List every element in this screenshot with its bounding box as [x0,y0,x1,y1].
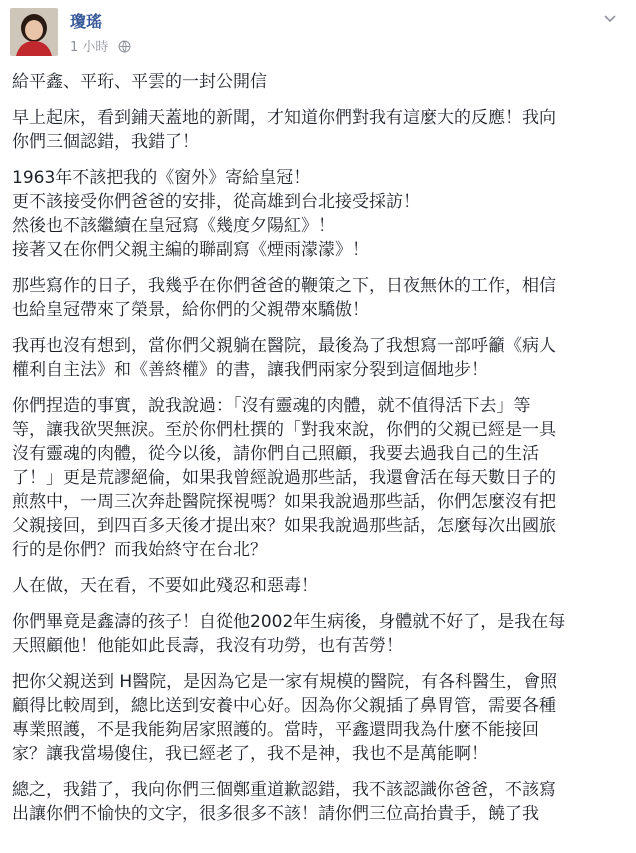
post-paragraph [12,610,624,658]
post-line: 那些寫作的日子，我幾乎在你們爸爸的鞭策之下，日夜無休的工作，相信 [12,276,556,296]
post-line: 也給皇冠帶來了榮景，給你們的父親帶來驕傲！ [12,300,369,320]
post-line: 煎熬中，一周三次奔赴醫院探視嗎？如果我說過那些話，你們怎麼沒有把 [12,492,556,512]
profile-photo-icon [10,8,58,56]
post-line: 權利自主法》和《善終權》的書，讓我們兩家分裂到這個地步！ [12,360,488,380]
post-body [12,70,624,826]
post-paragraph [12,778,624,826]
post-line: 接著又在你們父親主編的聯副寫《煙雨濛濛》！ [12,240,369,260]
post-line: 家？讓我當場傻住，我已經老了，我不是神，我也不是萬能啊！ [12,744,488,764]
post-line: 顧得比較周到，總比送到安養中心好。因為你父親插了鼻胃管，需要各種 [12,696,556,716]
post-line: 行的是你們？而我始終守在台北？ [12,540,267,560]
post-line: 然後也不該繼續在皇冠寫《幾度夕陽紅》！ [12,216,335,236]
post-paragraph [12,166,624,262]
post-line: 把你父親送到 H醫院，是因為它是一家有規模的醫院，有各科醫生，會照 [12,672,558,692]
post-timestamp[interactable]: 1 小時 [70,40,109,55]
post-paragraph [12,394,624,562]
post-line: 專業照護，不是我能夠居家照護的。當時，平鑫還問我為什麼不能接回 [12,720,539,740]
post-header [0,0,636,60]
post-line: 你們畢竟是鑫濤的孩子！自從他2002年生病後，身體就不好了，是我在每 [12,612,566,632]
post-line: 等，讓我欲哭無淚。至於你們杜撰的「對我來說，你們的父親已經是一具 [12,420,556,440]
post-line: 你們三個認錯，我錯了！ [12,132,199,152]
post-line: 1963年不該把我的《窗外》寄給皇冠！ [12,168,311,188]
post-line: 了！」更是荒謬絕倫，如果我曾經說過那些話，我還會活在每天數日子的 [12,468,556,488]
post-line: 總之，我錯了，我向你們三個鄭重道歉認錯，我不該認識你爸爸，不該寫 [12,780,556,800]
post-line: 父親接回，到四百多天後才提出來？如果我說過那些話，怎麼每次出國旅 [12,516,556,536]
post-line: 你們捏造的事實，說我說過：「沒有靈魂的肉體，就不值得活下去」等 [12,396,531,416]
post-line: 給平鑫、平珩、平雲的一封公開信 [12,72,267,92]
post-line: 我再也沒有想到，當你們父親躺在醫院，最後為了我想寫一部呼籲《病人 [12,336,556,356]
post-meta [70,36,131,57]
post-line: 更不該接受你們爸爸的安排，從高雄到台北接受採訪！ [12,192,420,212]
post-paragraph [12,70,624,94]
post-line: 人在做，天在看，不要如此殘忍和惡毒！ [12,576,318,596]
avatar[interactable] [10,8,58,56]
post-paragraph [12,574,624,598]
author-name[interactable]: 瓊瑤 [70,12,103,31]
post-line: 早上起床，看到鋪天蓋地的新聞，才知道你們對我有這麼大的反應！我向 [12,108,556,128]
post-paragraph [12,106,624,154]
post-line: 沒有靈魂的肉體，從今以後，請你們自己照顧，我要去過我自己的生活 [12,444,539,464]
chevron-down-icon[interactable] [602,10,618,26]
post-paragraph [12,670,624,766]
globe-icon[interactable] [118,40,131,57]
post-paragraph [12,274,624,322]
post-paragraph [12,334,624,382]
post-line: 出讓你們不愉快的文字，很多很多不該！請你們三位高抬貴手，饒了我 [12,804,539,824]
post-line: 天照顧他！他能如此長壽，我沒有功勞，也有苦勞！ [12,636,403,656]
